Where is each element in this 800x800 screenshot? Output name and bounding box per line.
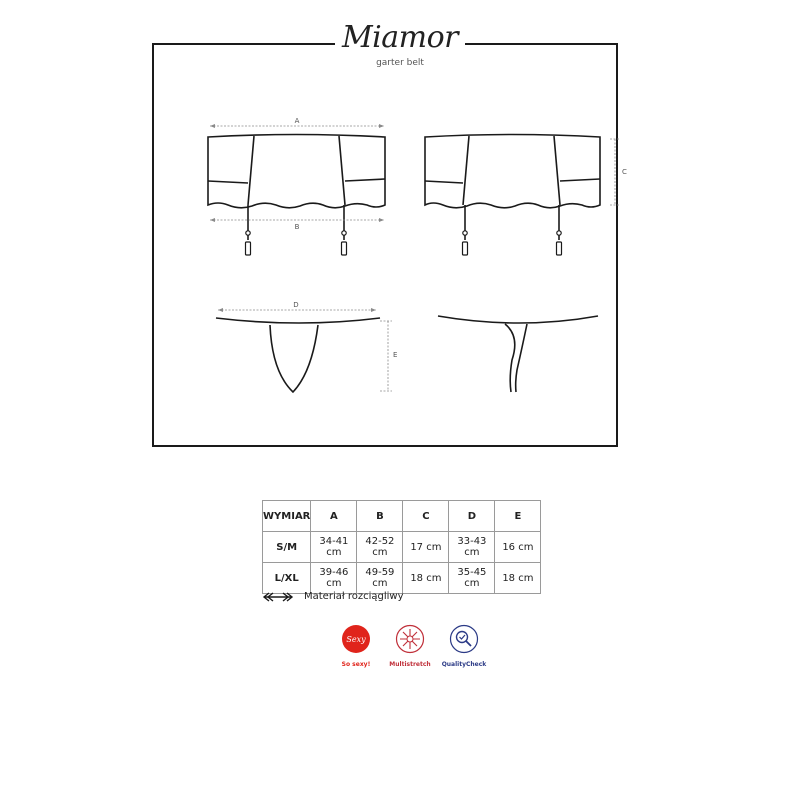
badge-so-sexy	[330, 624, 382, 668]
table-cell: 18 cm	[403, 563, 449, 594]
size-table	[262, 500, 541, 594]
column-header-b: B	[357, 501, 403, 532]
sexy-badge-text: Sexy	[346, 635, 366, 644]
double-arrow-icon	[262, 592, 294, 602]
dimension-lines	[210, 126, 620, 391]
dimension-label-e: E	[393, 351, 398, 359]
table-cell: 49-59 cm	[357, 563, 403, 594]
table-cell: 33-43 cm	[449, 532, 495, 563]
garter-clips-front	[246, 231, 347, 255]
badge-caption: So sexy!	[341, 661, 371, 668]
table-cell: 34-41 cm	[311, 532, 357, 563]
column-header-c: C	[403, 501, 449, 532]
table-cell: 16 cm	[495, 532, 541, 563]
size-label: L/XL	[263, 563, 311, 594]
badge-quality-check	[438, 624, 490, 668]
legend-text: Materiał rozciągliwy	[304, 591, 404, 602]
table-row	[263, 563, 541, 594]
quality-check-icon	[449, 624, 479, 654]
garter-belt-back	[425, 135, 600, 241]
size-table-header	[263, 501, 541, 532]
feature-badges	[330, 624, 490, 674]
column-header-d: D	[449, 501, 495, 532]
dimension-label-c: C	[622, 168, 627, 176]
thong-back	[438, 316, 598, 392]
table-cell: 42-52 cm	[357, 532, 403, 563]
product-subtitle: garter belt	[376, 58, 424, 68]
table-cell: 35-45 cm	[449, 563, 495, 594]
dimension-label-b: B	[294, 223, 300, 231]
stretch-legend	[262, 591, 404, 602]
column-header-a: A	[311, 501, 357, 532]
table-cell: 18 cm	[495, 563, 541, 594]
column-header-e: E	[495, 501, 541, 532]
column-header-wymiar: WYMIAR	[263, 501, 311, 532]
table-cell: 39-46 cm	[311, 563, 357, 594]
thong-front	[216, 318, 380, 392]
sexy-icon	[341, 624, 371, 654]
badge-caption: QualityCheck	[441, 661, 487, 668]
badge-caption: Multistretch	[389, 661, 431, 668]
dimension-label-a: A	[294, 117, 300, 125]
table-row	[263, 532, 541, 563]
table-cell: 17 cm	[403, 532, 449, 563]
garter-clips-back	[463, 231, 562, 255]
badge-multistretch	[384, 624, 436, 668]
size-label: S/M	[263, 532, 311, 563]
multistretch-icon	[395, 624, 425, 654]
dimension-label-d: D	[293, 301, 299, 309]
dimension-arrowheads	[210, 124, 384, 312]
brand-logo: Miamor	[341, 20, 459, 55]
